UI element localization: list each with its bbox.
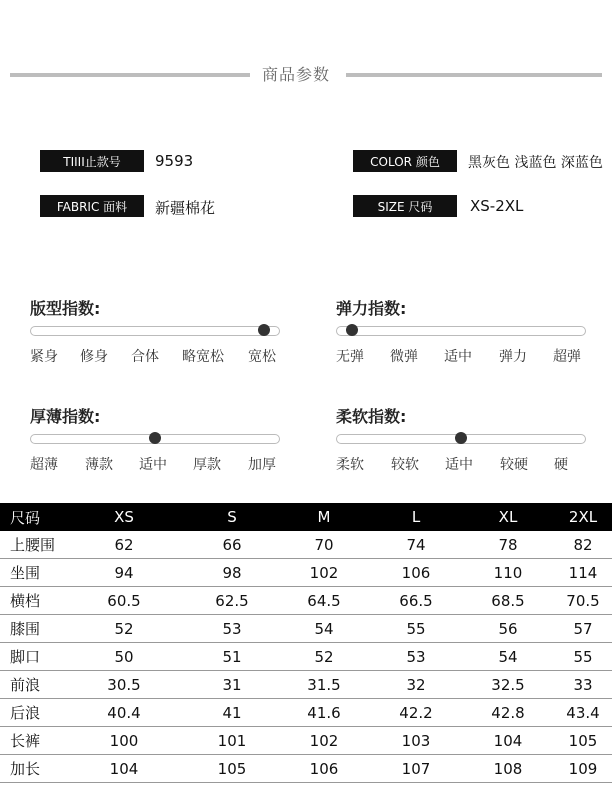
- size-chart-table: [0, 503, 612, 783]
- table-header-cell: 尺码: [0, 503, 62, 531]
- elasticity-option: 无弹: [336, 349, 364, 365]
- softness-index-track: [336, 434, 586, 444]
- thickness-option: 加厚: [248, 457, 276, 473]
- softness-index-marker: [455, 432, 467, 444]
- thickness-option: 厚款: [193, 457, 221, 473]
- table-cell: 30.5: [62, 671, 186, 699]
- table-cell: 33: [554, 671, 612, 699]
- table-cell: 102: [278, 559, 370, 587]
- table-cell: 60.5: [62, 587, 186, 615]
- table-cell: 68.5: [462, 587, 554, 615]
- section-title: 商品参数: [262, 65, 331, 84]
- table-cell: 上腰围: [0, 531, 62, 559]
- table-cell: 70: [278, 531, 370, 559]
- table-cell: 104: [62, 755, 186, 783]
- table-header-cell: 2XL: [554, 503, 612, 531]
- table-row: [0, 699, 612, 727]
- table-cell: 101: [186, 727, 278, 755]
- table-cell: 108: [462, 755, 554, 783]
- thickness-index-marker: [149, 432, 161, 444]
- table-cell: 106: [278, 755, 370, 783]
- softness-option: 适中: [445, 457, 473, 473]
- table-cell: 78: [462, 531, 554, 559]
- softness-index-title: 柔软指数:: [336, 407, 407, 426]
- table-cell: 加长: [0, 755, 62, 783]
- model-value: 9593: [155, 152, 194, 170]
- table-cell: 前浪: [0, 671, 62, 699]
- table-cell: 32.5: [462, 671, 554, 699]
- table-header-cell: M: [278, 503, 370, 531]
- elasticity-option: 超弹: [553, 349, 581, 365]
- table-row: [0, 559, 612, 587]
- table-header-cell: XS: [62, 503, 186, 531]
- fit-option: 修身: [80, 349, 108, 365]
- table-cell: 66.5: [370, 587, 462, 615]
- table-row: [0, 755, 612, 783]
- elasticity-option: 弹力: [499, 349, 527, 365]
- thickness-option: 薄款: [85, 457, 113, 473]
- table-cell: 53: [370, 643, 462, 671]
- table-cell: 52: [278, 643, 370, 671]
- size-tag: SIZE 尺码: [353, 195, 457, 217]
- table-header-cell: S: [186, 503, 278, 531]
- fit-option: 合体: [131, 349, 159, 365]
- table-cell: 横档: [0, 587, 62, 615]
- table-cell: 56: [462, 615, 554, 643]
- elasticity-option: 微弹: [390, 349, 418, 365]
- table-cell: 66: [186, 531, 278, 559]
- elasticity-index-title: 弹力指数:: [336, 299, 407, 318]
- table-cell: 31: [186, 671, 278, 699]
- table-cell: 64.5: [278, 587, 370, 615]
- table-cell: 52: [62, 615, 186, 643]
- table-cell: 长裤: [0, 727, 62, 755]
- table-row: [0, 643, 612, 671]
- table-cell: 114: [554, 559, 612, 587]
- size-value: XS-2XL: [470, 197, 524, 215]
- table-cell: 54: [462, 643, 554, 671]
- table-cell: 后浪: [0, 699, 62, 727]
- thickness-index-title: 厚薄指数:: [30, 407, 101, 426]
- table-cell: 54: [278, 615, 370, 643]
- fabric-value: 新疆棉花: [155, 199, 216, 217]
- table-cell: 105: [554, 727, 612, 755]
- color-value: 黑灰色 浅蓝色 深蓝色: [468, 155, 603, 171]
- table-cell: 41.6: [278, 699, 370, 727]
- table-cell: 42.8: [462, 699, 554, 727]
- table-row: [0, 727, 612, 755]
- table-cell: 57: [554, 615, 612, 643]
- fabric-tag: FABRIC 面料: [40, 195, 144, 217]
- header-divider-right: [346, 73, 602, 77]
- fit-index-marker: [258, 324, 270, 336]
- fit-index-title: 版型指数:: [30, 299, 101, 318]
- thickness-option: 适中: [139, 457, 167, 473]
- table-cell: 82: [554, 531, 612, 559]
- table-cell: 50: [62, 643, 186, 671]
- elasticity-index-marker: [346, 324, 358, 336]
- table-cell: 105: [186, 755, 278, 783]
- table-cell: 103: [370, 727, 462, 755]
- thickness-option: 超薄: [30, 457, 58, 473]
- table-cell: 31.5: [278, 671, 370, 699]
- table-cell: 41: [186, 699, 278, 727]
- softness-option: 较硬: [500, 457, 528, 473]
- table-cell: 107: [370, 755, 462, 783]
- table-cell: 62.5: [186, 587, 278, 615]
- table-cell: 32: [370, 671, 462, 699]
- fit-option: 略宽松: [182, 349, 224, 365]
- elasticity-option: 适中: [444, 349, 472, 365]
- table-cell: 102: [278, 727, 370, 755]
- table-cell: 55: [370, 615, 462, 643]
- table-header-cell: L: [370, 503, 462, 531]
- table-row: [0, 671, 612, 699]
- table-cell: 74: [370, 531, 462, 559]
- table-row: [0, 587, 612, 615]
- header-divider-left: [10, 73, 250, 77]
- table-cell: 104: [462, 727, 554, 755]
- table-row: [0, 531, 612, 559]
- table-cell: 40.4: [62, 699, 186, 727]
- table-cell: 109: [554, 755, 612, 783]
- table-header-cell: XL: [462, 503, 554, 531]
- softness-option: 硬: [554, 457, 568, 473]
- table-cell: 106: [370, 559, 462, 587]
- color-tag: COLOR 颜色: [353, 150, 457, 172]
- table-cell: 55: [554, 643, 612, 671]
- softness-option: 较软: [391, 457, 419, 473]
- table-row: [0, 615, 612, 643]
- table-cell: 坐围: [0, 559, 62, 587]
- elasticity-index-track: [336, 326, 586, 336]
- table-cell: 43.4: [554, 699, 612, 727]
- table-cell: 110: [462, 559, 554, 587]
- table-cell: 脚口: [0, 643, 62, 671]
- table-cell: 53: [186, 615, 278, 643]
- fit-option: 紧身: [30, 349, 58, 365]
- table-cell: 98: [186, 559, 278, 587]
- table-cell: 94: [62, 559, 186, 587]
- softness-option: 柔软: [336, 457, 364, 473]
- table-cell: 70.5: [554, 587, 612, 615]
- table-cell: 42.2: [370, 699, 462, 727]
- fit-index-track: [30, 326, 280, 336]
- table-header-row: [0, 503, 612, 531]
- table-cell: 100: [62, 727, 186, 755]
- table-cell: 62: [62, 531, 186, 559]
- fit-option: 宽松: [248, 349, 276, 365]
- table-cell: 51: [186, 643, 278, 671]
- model-tag: TIIII止款号: [40, 150, 144, 172]
- thickness-index-track: [30, 434, 280, 444]
- table-cell: 膝围: [0, 615, 62, 643]
